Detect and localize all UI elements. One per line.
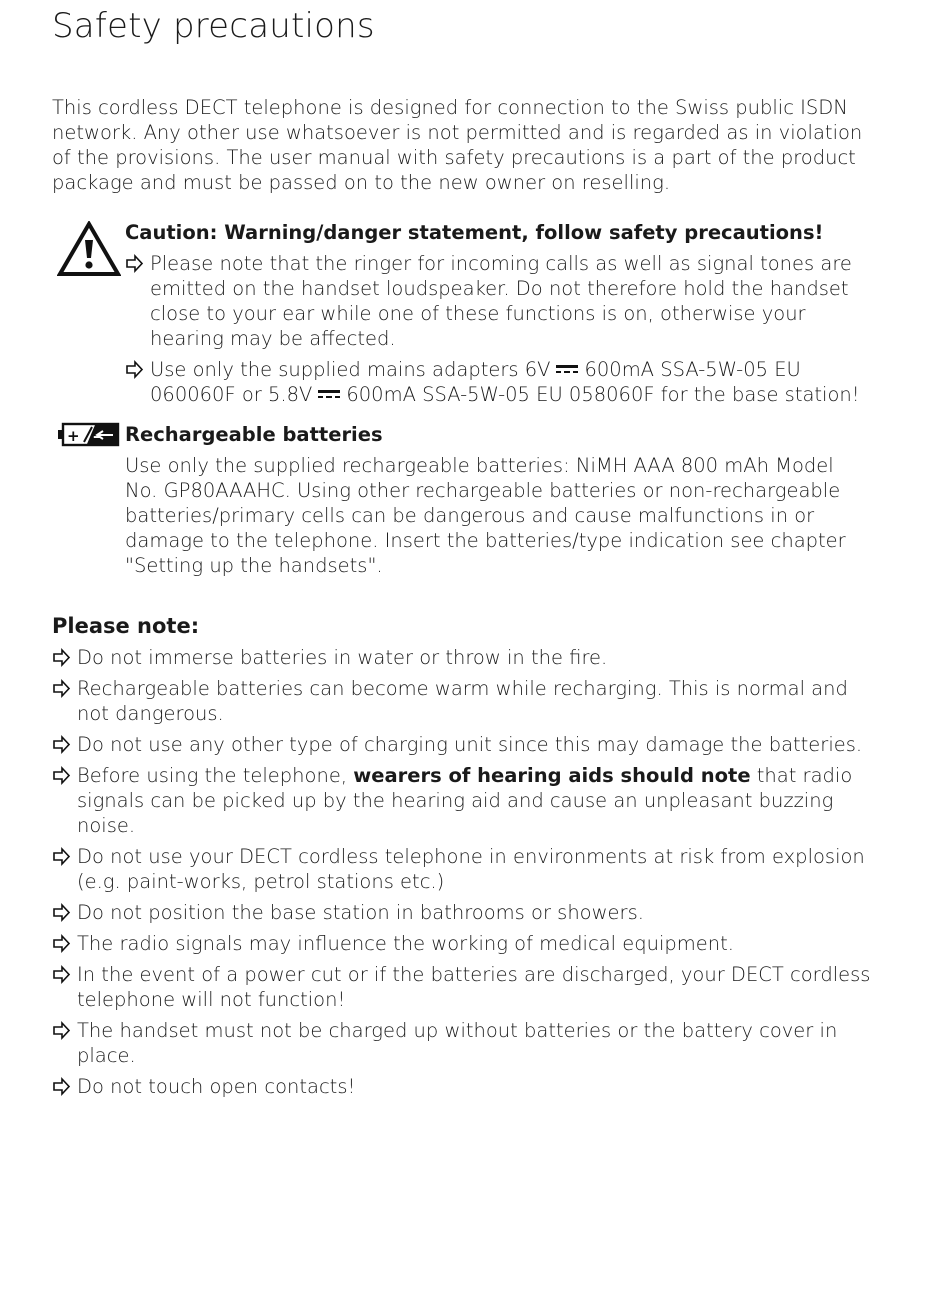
direct-current-icon <box>554 363 580 375</box>
arrow-right-icon <box>52 763 72 788</box>
arrow-right-icon <box>52 1018 72 1043</box>
caution-item-text-middle: 600mA SSA-5W-05 EU 060060F or 5.8V <box>150 358 801 406</box>
arrow-right-icon <box>52 676 72 701</box>
arrow-right-icon <box>52 844 72 869</box>
note-list <box>52 645 872 1105</box>
arrow-right-icon <box>52 1074 72 1099</box>
caution-item-text-end: 600mA SSA-5W-05 EU 058060F for the base station! <box>346 383 860 406</box>
note-item-text: The radio signals may influence the working of medical equipment. <box>77 932 734 955</box>
note-item-text: Do not touch open contacts! <box>77 1075 356 1098</box>
svg-text:+: + <box>67 427 80 445</box>
arrow-right-icon <box>125 357 145 382</box>
list-item <box>52 645 872 670</box>
list-item <box>52 1018 872 1068</box>
direct-current-icon <box>316 388 342 400</box>
svg-text:–: – <box>93 427 101 445</box>
arrow-right-icon <box>125 251 145 276</box>
note-item-text-start: Before using the telephone, <box>77 764 354 787</box>
note-item-text-end: that radio signals can be picked up by the hearing aid and cause an unpleasant buzzing noise. <box>77 764 853 837</box>
note-item-text: In the event of a power cut or if the batteries are discharged, your DECT cordless telephone will not function! <box>77 963 871 1011</box>
rechargeable-battery-icon <box>57 421 121 449</box>
batteries-heading: Rechargeable batteries <box>125 423 383 446</box>
list-item <box>125 357 885 407</box>
list-item <box>52 931 872 956</box>
batteries-text: Use only the supplied rechargeable batteries: NiMH AAA 800 mAh Model No. GP80AAAHC. Using other rechargeable batteries or non-rechargeable batteries/primary cells can be dangerous and cause malfunctions in or damage to the telephone. Insert the batteries/type indication see chapter "Setting up the handsets". <box>125 454 846 577</box>
note-item-text: The handset must not be charged up without batteries or the battery cover in place. <box>77 1019 838 1067</box>
list-item <box>52 676 872 726</box>
note-item-text: Do not use your DECT cordless telephone in environments at risk from explosion (e.g. paint-works, petrol stations etc.) <box>77 845 865 893</box>
arrow-right-icon <box>52 645 72 670</box>
caution-heading: Caution: Warning/danger statement, follow safety precautions! <box>125 221 824 244</box>
list-item <box>52 732 872 757</box>
list-item <box>52 962 872 1012</box>
list-item <box>125 251 885 351</box>
list-item <box>52 763 872 838</box>
list-item <box>52 900 872 925</box>
intro-paragraph: This cordless DECT telephone is designed for connection to the Swiss public ISDN network. Any other use whatsoever is not permitted and is regarded as in violation of the provisions. The user manual with safety precautions is a part of the product package and must be passed on to the new owner on reselling. <box>52 96 863 194</box>
arrow-right-icon <box>52 931 72 956</box>
list-item <box>52 844 872 894</box>
note-item-text: Do not use any other type of charging unit since this may damage the batteries. <box>77 733 863 756</box>
note-item-text: Rechargeable batteries can become warm while recharging. This is normal and not dangerous. <box>77 677 848 725</box>
note-heading: Please note: <box>52 614 200 638</box>
caution-item-text-start: Use only the supplied mains adapters 6V <box>150 358 551 381</box>
list-item <box>52 1074 872 1099</box>
arrow-right-icon <box>52 962 72 987</box>
note-item-text: Do not immerse batteries in water or throw in the fire. <box>77 646 608 669</box>
caution-item-text: Please note that the ringer for incoming calls as well as signal tones are emitted on the handset loudspeaker. Do not therefore hold the handset close to your ear while one of these functions is on, otherwise your hearing may be affected. <box>150 252 852 350</box>
warning-triangle-icon <box>57 221 121 277</box>
caution-list <box>125 251 885 413</box>
arrow-right-icon <box>52 732 72 757</box>
page-title: Safety precautions <box>52 6 375 46</box>
note-item-emphasis: wearers of hearing aids should note <box>353 764 751 787</box>
arrow-right-icon <box>52 900 72 925</box>
note-item-text: Do not position the base station in bathrooms or showers. <box>77 901 644 924</box>
